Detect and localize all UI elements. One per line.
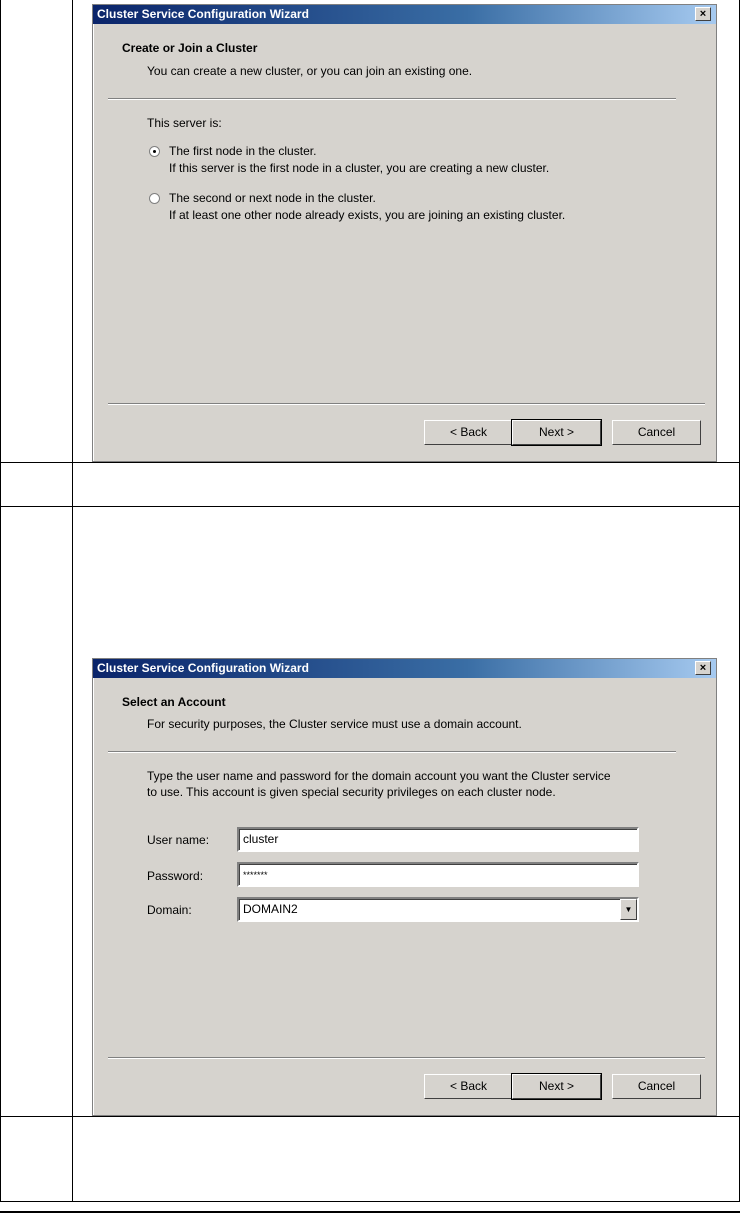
page-title: Select an Account [122, 695, 226, 709]
select-account-dialog [92, 658, 717, 1116]
page-subtitle: You can create a new cluster, or you can join an existing one. [147, 64, 473, 78]
create-join-cluster-dialog [92, 4, 717, 462]
window-title: Cluster Service Configuration Wizard [97, 7, 309, 21]
domain-value: DOMAIN2 [243, 902, 298, 916]
cancel-button[interactable]: Cancel [612, 420, 701, 445]
domain-select[interactable] [237, 897, 639, 922]
first-node-radio[interactable] [149, 146, 160, 157]
user-name-label: User name: [147, 833, 210, 847]
second-node-radio[interactable] [149, 193, 160, 204]
table-bottom-border [0, 1201, 740, 1202]
back-button[interactable]: < Back [424, 1074, 513, 1099]
table-row-divider [0, 506, 740, 507]
next-button[interactable]: Next > [512, 420, 601, 445]
title-bar [93, 659, 716, 678]
chevron-down-icon[interactable]: ▼ [620, 899, 637, 920]
window-title: Cluster Service Configuration Wizard [97, 661, 309, 675]
table-row-divider [0, 1116, 740, 1117]
header-separator [108, 98, 676, 100]
table-row-divider [0, 462, 740, 463]
password-input[interactable] [237, 862, 639, 887]
page-title: Create or Join a Cluster [122, 41, 258, 55]
server-role-prompt: This server is: [147, 116, 222, 130]
footer-separator [108, 1057, 705, 1059]
second-node-label[interactable]: The second or next node in the cluster. [169, 191, 376, 205]
page-subtitle: For security purposes, the Cluster service must use a domain account. [147, 717, 522, 731]
close-button[interactable]: × [695, 7, 711, 21]
password-label: Password: [147, 869, 204, 883]
first-node-description: If this server is the first node in a cluster, you are creating a new cluster. [169, 161, 550, 175]
footer-separator [108, 403, 705, 405]
close-button[interactable]: × [695, 661, 711, 675]
first-node-label[interactable]: The first node in the cluster. [169, 144, 317, 158]
password-value: ******* [243, 870, 268, 880]
next-button[interactable]: Next > [512, 1074, 601, 1099]
second-node-description: If at least one other node already exists, you are joining an existing cluster. [169, 208, 566, 222]
title-bar [93, 5, 716, 24]
footer-rule [0, 1211, 740, 1213]
account-instructions-line-1: Type the user name and password for the domain account you want the Cluster service [147, 769, 611, 783]
back-button[interactable]: < Back [424, 420, 513, 445]
table-column-divider [72, 0, 73, 1202]
header-separator [108, 751, 676, 753]
table-left-border [0, 0, 1, 1202]
account-instructions-line-2: to use. This account is given special security privileges on each cluster node. [147, 785, 556, 799]
domain-label: Domain: [147, 903, 192, 917]
user-name-value: cluster [243, 832, 279, 846]
user-name-input[interactable] [237, 827, 639, 852]
cancel-button[interactable]: Cancel [612, 1074, 701, 1099]
